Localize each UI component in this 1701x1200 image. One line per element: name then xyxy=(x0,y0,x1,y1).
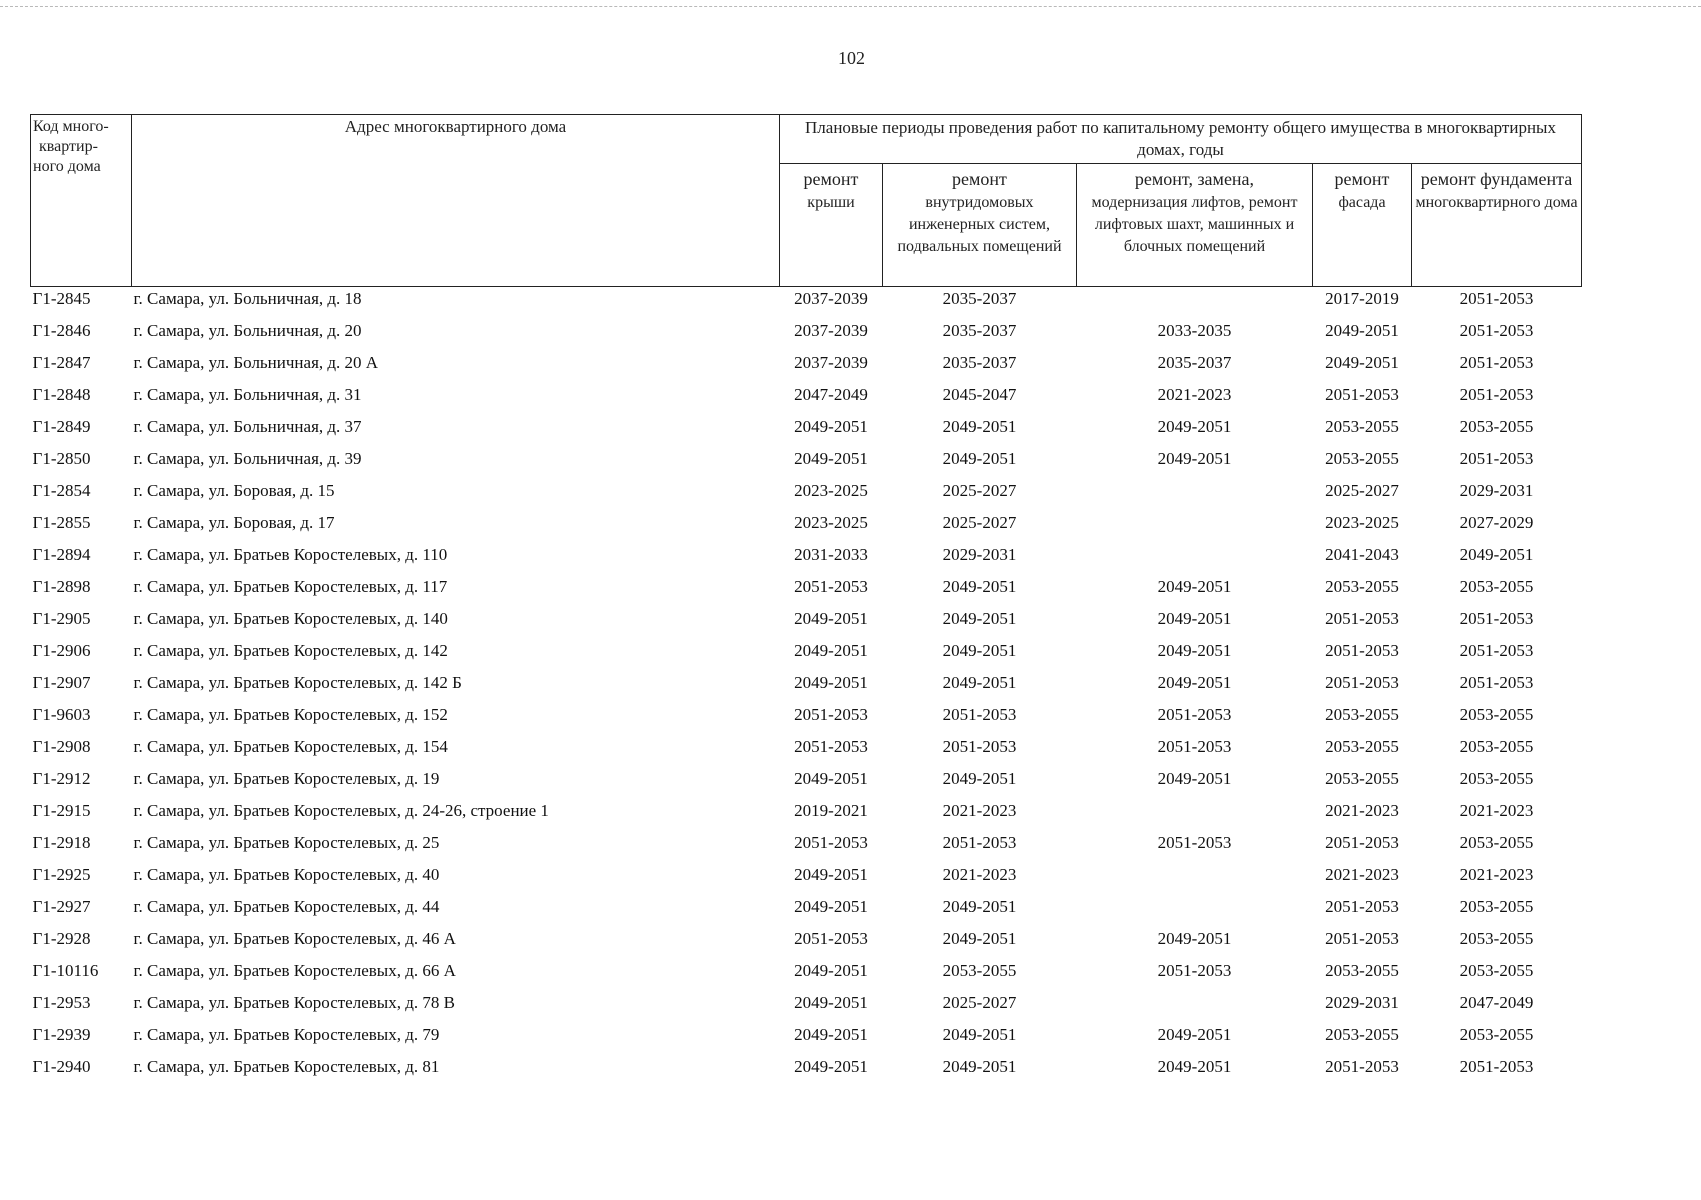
foundation-period-cell: 2053-2055 xyxy=(1459,897,1534,916)
house-code-cell: Г1-2849 xyxy=(32,417,91,436)
house-code-cell: Г1-2847 xyxy=(32,353,91,372)
table-row xyxy=(31,481,1582,513)
header-lifts-line-1: ремонт, замена, xyxy=(1134,169,1255,189)
lifts-period-cell xyxy=(1077,287,1313,322)
header-roof-line-2: крыши xyxy=(807,194,855,211)
facade-period-cell: 2053-2055 xyxy=(1325,577,1399,596)
systems-period-cell: 2035-2037 xyxy=(942,289,1017,308)
house-code-cell: Г1-2894 xyxy=(32,545,91,564)
page-number: 102 xyxy=(838,48,865,68)
facade-period-cell: 2041-2043 xyxy=(1325,545,1399,564)
facade-period-cell: 2053-2055 xyxy=(1325,417,1399,436)
address-cell: г. Самара, ул. Братьев Коростелевых, д. 110 xyxy=(133,545,448,564)
roof-period-cell: 2047-2049 xyxy=(794,385,868,404)
lifts-period-cell: 2051-2053 xyxy=(1157,961,1232,980)
header-foundation-line-2: многоквартирного дома xyxy=(1415,194,1578,211)
address-cell: г. Самара, ул. Братьев Коростелевых, д. 25 xyxy=(133,833,440,852)
address-cell: г. Самара, ул. Братьев Коростелевых, д. 142 Б xyxy=(133,673,462,692)
facade-period-cell: 2051-2053 xyxy=(1325,609,1399,628)
lifts-period-cell: 2051-2053 xyxy=(1157,833,1232,852)
address-cell: г. Самара, ул. Боровая, д. 17 xyxy=(133,513,335,532)
roof-period-cell: 2049-2051 xyxy=(794,993,868,1012)
header-systems-line-1: ремонт xyxy=(952,169,1007,189)
foundation-period-cell: 2051-2053 xyxy=(1459,385,1534,404)
address-cell: г. Самара, ул. Братьев Коростелевых, д. 152 xyxy=(133,705,448,724)
systems-period-cell: 2049-2051 xyxy=(942,577,1017,596)
table-row xyxy=(31,769,1582,801)
foundation-period-cell: 2051-2053 xyxy=(1459,641,1534,660)
table-row xyxy=(31,577,1582,609)
roof-period-cell: 2049-2051 xyxy=(794,769,868,788)
table-row xyxy=(31,321,1582,353)
header-code xyxy=(31,115,132,287)
facade-period-cell: 2049-2051 xyxy=(1325,321,1399,340)
address-cell: г. Самара, ул. Братьев Коростелевых, д. 140 xyxy=(133,609,448,628)
systems-period-cell: 2049-2051 xyxy=(942,929,1017,948)
table-row xyxy=(31,865,1582,897)
roof-period-cell: 2051-2053 xyxy=(794,577,868,596)
lifts-period-cell xyxy=(1077,801,1313,833)
roof-period-cell: 2049-2051 xyxy=(794,897,868,916)
foundation-period-cell: 2051-2053 xyxy=(1459,321,1534,340)
house-code-cell: Г1-2850 xyxy=(32,449,91,468)
lifts-period-cell: 2049-2051 xyxy=(1157,641,1232,660)
table-row xyxy=(31,641,1582,673)
foundation-period-cell: 2053-2055 xyxy=(1459,1025,1534,1044)
table-header xyxy=(31,115,1582,287)
header-code-line-2: квартир- xyxy=(39,138,98,155)
facade-period-cell: 2051-2053 xyxy=(1325,833,1399,852)
facade-period-cell: 2051-2053 xyxy=(1325,673,1399,692)
table-row xyxy=(31,609,1582,641)
systems-period-cell: 2049-2051 xyxy=(942,673,1017,692)
lifts-period-cell xyxy=(1077,993,1313,1025)
house-code-cell: Г1-2953 xyxy=(32,993,91,1012)
house-code-cell: Г1-2908 xyxy=(32,737,91,756)
header-facade-line-2: фасада xyxy=(1338,194,1386,211)
systems-period-cell: 2049-2051 xyxy=(942,1057,1017,1076)
lifts-period-cell: 2049-2051 xyxy=(1157,1057,1232,1076)
facade-period-cell: 2021-2023 xyxy=(1325,865,1399,884)
header-systems-line-2: внутридомовых инженерных систем, подвальных помещений xyxy=(897,194,1062,255)
roof-period-cell: 2049-2051 xyxy=(794,1025,868,1044)
table-row xyxy=(31,929,1582,961)
address-cell: г. Самара, ул. Братьев Коростелевых, д. 46 А xyxy=(133,929,456,948)
facade-period-cell: 2053-2055 xyxy=(1325,737,1399,756)
address-cell: г. Самара, ул. Братьев Коростелевых, д. 66 А xyxy=(133,961,456,980)
table-row xyxy=(31,1025,1582,1057)
facade-period-cell: 2051-2053 xyxy=(1325,929,1399,948)
roof-period-cell: 2049-2051 xyxy=(794,673,868,692)
roof-period-cell: 2049-2051 xyxy=(794,417,868,436)
roof-period-cell: 2037-2039 xyxy=(794,353,868,372)
house-code-cell: Г1-2918 xyxy=(32,833,91,852)
foundation-period-cell: 2051-2053 xyxy=(1459,353,1534,372)
table-body xyxy=(31,287,1582,1090)
house-code-cell: Г1-2854 xyxy=(32,481,91,500)
table-row xyxy=(31,801,1582,833)
systems-period-cell: 2051-2053 xyxy=(942,737,1017,756)
facade-period-cell: 2017-2019 xyxy=(1325,289,1399,308)
systems-period-cell: 2021-2023 xyxy=(942,801,1017,820)
address-cell: г. Самара, ул. Братьев Коростелевых, д. 79 xyxy=(133,1025,440,1044)
house-code-cell: Г1-2855 xyxy=(32,513,91,532)
house-code-cell: Г1-2898 xyxy=(32,577,91,596)
header-foundation-line-1: ремонт фундамента xyxy=(1420,169,1573,189)
address-cell: г. Самара, ул. Братьев Коростелевых, д. 117 xyxy=(133,577,448,596)
table-row xyxy=(31,833,1582,865)
table-row xyxy=(31,705,1582,737)
address-cell: г. Самара, ул. Больничная, д. 20 xyxy=(133,321,362,340)
header-periods-group: Плановые периоды проведения работ по капитальному ремонту общего имущества в многоквартирных домах, годы xyxy=(780,115,1582,164)
capital-repair-schedule-table xyxy=(30,114,1582,1089)
roof-period-cell: 2023-2025 xyxy=(794,481,868,500)
foundation-period-cell: 2053-2055 xyxy=(1459,577,1534,596)
roof-period-cell: 2049-2051 xyxy=(794,961,868,980)
lifts-period-cell: 2033-2035 xyxy=(1157,321,1232,340)
table-row xyxy=(31,1057,1582,1089)
table-row xyxy=(31,287,1582,322)
address-cell: г. Самара, ул. Братьев Коростелевых, д. 40 xyxy=(133,865,440,884)
facade-period-cell: 2051-2053 xyxy=(1325,385,1399,404)
header-lifts xyxy=(1077,164,1313,287)
house-code-cell: Г1-2846 xyxy=(32,321,91,340)
facade-period-cell: 2051-2053 xyxy=(1325,641,1399,660)
lifts-period-cell: 2021-2023 xyxy=(1157,385,1232,404)
systems-period-cell: 2049-2051 xyxy=(942,769,1017,788)
foundation-period-cell: 2027-2029 xyxy=(1459,513,1534,532)
facade-period-cell: 2049-2051 xyxy=(1325,353,1399,372)
table-row xyxy=(31,417,1582,449)
roof-period-cell: 2051-2053 xyxy=(794,737,868,756)
lifts-period-cell: 2049-2051 xyxy=(1157,417,1232,436)
address-cell: г. Самара, ул. Больничная, д. 37 xyxy=(133,417,362,436)
address-cell: г. Самара, ул. Братьев Коростелевых, д. 142 xyxy=(133,641,448,660)
systems-period-cell: 2049-2051 xyxy=(942,609,1017,628)
systems-period-cell: 2049-2051 xyxy=(942,641,1017,660)
facade-period-cell: 2053-2055 xyxy=(1325,449,1399,468)
roof-period-cell: 2023-2025 xyxy=(794,513,868,532)
lifts-period-cell: 2049-2051 xyxy=(1157,673,1232,692)
lifts-period-cell: 2051-2053 xyxy=(1157,705,1232,724)
roof-period-cell: 2051-2053 xyxy=(794,929,868,948)
house-code-cell: Г1-2912 xyxy=(32,769,91,788)
roof-period-cell: 2049-2051 xyxy=(794,865,868,884)
lifts-period-cell: 2051-2053 xyxy=(1157,737,1232,756)
foundation-period-cell: 2051-2053 xyxy=(1459,289,1534,308)
header-engineering-systems xyxy=(883,164,1077,287)
header-roof-line-1: ремонт xyxy=(803,169,859,189)
header-facade-line-1: ремонт xyxy=(1334,169,1390,189)
house-code-cell: Г1-2927 xyxy=(32,897,91,916)
foundation-period-cell: 2051-2053 xyxy=(1459,1057,1534,1076)
lifts-period-cell: 2049-2051 xyxy=(1157,449,1232,468)
lifts-period-cell: 2049-2051 xyxy=(1157,577,1232,596)
house-code-cell: Г1-2939 xyxy=(32,1025,91,1044)
table-row xyxy=(31,353,1582,385)
scan-top-rule xyxy=(0,6,1701,7)
foundation-period-cell: 2029-2031 xyxy=(1459,481,1534,500)
systems-period-cell: 2049-2051 xyxy=(942,897,1017,916)
foundation-period-cell: 2051-2053 xyxy=(1459,609,1534,628)
systems-period-cell: 2035-2037 xyxy=(942,321,1017,340)
foundation-period-cell: 2049-2051 xyxy=(1459,545,1534,564)
facade-period-cell: 2029-2031 xyxy=(1325,993,1399,1012)
lifts-period-cell: 2049-2051 xyxy=(1157,769,1232,788)
foundation-period-cell: 2053-2055 xyxy=(1459,417,1534,436)
house-code-cell: Г1-2928 xyxy=(32,929,91,948)
systems-period-cell: 2021-2023 xyxy=(942,865,1017,884)
address-cell: г. Самара, ул. Боровая, д. 15 xyxy=(133,481,335,500)
roof-period-cell: 2049-2051 xyxy=(794,449,868,468)
lifts-period-cell: 2049-2051 xyxy=(1157,929,1232,948)
systems-period-cell: 2049-2051 xyxy=(942,1025,1017,1044)
house-code-cell: Г1-2940 xyxy=(32,1057,91,1076)
lifts-period-cell xyxy=(1077,897,1313,929)
address-cell: г. Самара, ул. Больничная, д. 18 xyxy=(133,289,362,308)
foundation-period-cell: 2021-2023 xyxy=(1459,865,1534,884)
foundation-period-cell: 2051-2053 xyxy=(1459,449,1534,468)
address-cell: г. Самара, ул. Братьев Коростелевых, д. 78 В xyxy=(133,993,455,1012)
house-code-cell: Г1-2845 xyxy=(32,289,91,308)
roof-period-cell: 2037-2039 xyxy=(794,321,868,340)
lifts-period-cell xyxy=(1077,865,1313,897)
facade-period-cell: 2023-2025 xyxy=(1325,513,1399,532)
house-code-cell: Г1-2925 xyxy=(32,865,91,884)
table-row xyxy=(31,993,1582,1025)
table-row xyxy=(31,673,1582,705)
roof-period-cell: 2049-2051 xyxy=(794,641,868,660)
house-code-cell: Г1-2848 xyxy=(32,385,91,404)
house-code-cell: Г1-2907 xyxy=(32,673,91,692)
lifts-period-cell: 2035-2037 xyxy=(1157,353,1232,372)
address-cell: г. Самара, ул. Больничная, д. 20 А xyxy=(133,353,379,372)
lifts-period-cell xyxy=(1077,513,1313,545)
header-roof xyxy=(780,164,883,287)
header-facade xyxy=(1313,164,1412,287)
address-cell: г. Самара, ул. Братьев Коростелевых, д. 24-26, строение 1 xyxy=(133,801,549,820)
systems-period-cell: 2051-2053 xyxy=(942,833,1017,852)
address-cell: г. Самара, ул. Больничная, д. 31 xyxy=(133,385,362,404)
table-row xyxy=(31,449,1582,481)
systems-period-cell: 2045-2047 xyxy=(942,385,1017,404)
foundation-period-cell: 2021-2023 xyxy=(1459,801,1534,820)
facade-period-cell: 2051-2053 xyxy=(1325,1057,1399,1076)
foundation-period-cell: 2053-2055 xyxy=(1459,929,1534,948)
header-code-line-1: Код много- xyxy=(33,118,109,135)
address-cell: г. Самара, ул. Больничная, д. 39 xyxy=(133,449,362,468)
systems-period-cell: 2025-2027 xyxy=(942,513,1017,532)
foundation-period-cell: 2053-2055 xyxy=(1459,737,1534,756)
facade-period-cell: 2053-2055 xyxy=(1325,705,1399,724)
roof-period-cell: 2049-2051 xyxy=(794,1057,868,1076)
header-code-line-3: ного дома xyxy=(33,158,101,175)
roof-period-cell: 2051-2053 xyxy=(794,705,868,724)
facade-period-cell: 2053-2055 xyxy=(1325,769,1399,788)
foundation-period-cell: 2053-2055 xyxy=(1459,961,1534,980)
address-cell: г. Самара, ул. Братьев Коростелевых, д. 19 xyxy=(133,769,440,788)
table-row xyxy=(31,961,1582,993)
roof-period-cell: 2019-2021 xyxy=(794,801,868,820)
table-row xyxy=(31,513,1582,545)
lifts-period-cell: 2049-2051 xyxy=(1157,609,1232,628)
table-row xyxy=(31,897,1582,929)
house-code-cell: Г1-9603 xyxy=(32,705,91,724)
house-code-cell: Г1-2915 xyxy=(32,801,91,820)
header-address: Адрес многоквартирного дома xyxy=(132,115,780,287)
systems-period-cell: 2049-2051 xyxy=(942,417,1017,436)
facade-period-cell: 2053-2055 xyxy=(1325,961,1399,980)
systems-period-cell: 2025-2027 xyxy=(942,481,1017,500)
systems-period-cell: 2029-2031 xyxy=(942,545,1017,564)
foundation-period-cell: 2053-2055 xyxy=(1459,769,1534,788)
facade-period-cell: 2025-2027 xyxy=(1325,481,1399,500)
systems-period-cell: 2035-2037 xyxy=(942,353,1017,372)
facade-period-cell: 2021-2023 xyxy=(1325,801,1399,820)
facade-period-cell: 2051-2053 xyxy=(1325,897,1399,916)
address-cell: г. Самара, ул. Братьев Коростелевых, д. 154 xyxy=(133,737,448,756)
systems-period-cell: 2025-2027 xyxy=(942,993,1017,1012)
facade-period-cell: 2053-2055 xyxy=(1325,1025,1399,1044)
foundation-period-cell: 2053-2055 xyxy=(1459,705,1534,724)
lifts-period-cell xyxy=(1077,545,1313,577)
table-row xyxy=(31,385,1582,417)
lifts-period-cell xyxy=(1077,481,1313,513)
roof-period-cell: 2037-2039 xyxy=(794,289,868,308)
lifts-period-cell: 2049-2051 xyxy=(1157,1025,1232,1044)
roof-period-cell: 2031-2033 xyxy=(794,545,868,564)
systems-period-cell: 2051-2053 xyxy=(942,705,1017,724)
header-foundation xyxy=(1412,164,1582,287)
foundation-period-cell: 2047-2049 xyxy=(1459,993,1534,1012)
table-row xyxy=(31,737,1582,769)
foundation-period-cell: 2051-2053 xyxy=(1459,673,1534,692)
header-lifts-line-2: модернизация лифтов, ремонт лифтовых шахт, машинных и блочных помещений xyxy=(1091,194,1298,255)
foundation-period-cell: 2053-2055 xyxy=(1459,833,1534,852)
address-cell: г. Самара, ул. Братьев Коростелевых, д. 81 xyxy=(133,1057,440,1076)
table-row xyxy=(31,545,1582,577)
roof-period-cell: 2049-2051 xyxy=(794,609,868,628)
house-code-cell: Г1-10116 xyxy=(32,961,99,980)
systems-period-cell: 2049-2051 xyxy=(942,449,1017,468)
house-code-cell: Г1-2906 xyxy=(32,641,91,660)
address-cell: г. Самара, ул. Братьев Коростелевых, д. 44 xyxy=(133,897,440,916)
systems-period-cell: 2053-2055 xyxy=(942,961,1017,980)
house-code-cell: Г1-2905 xyxy=(32,609,91,628)
roof-period-cell: 2051-2053 xyxy=(794,833,868,852)
